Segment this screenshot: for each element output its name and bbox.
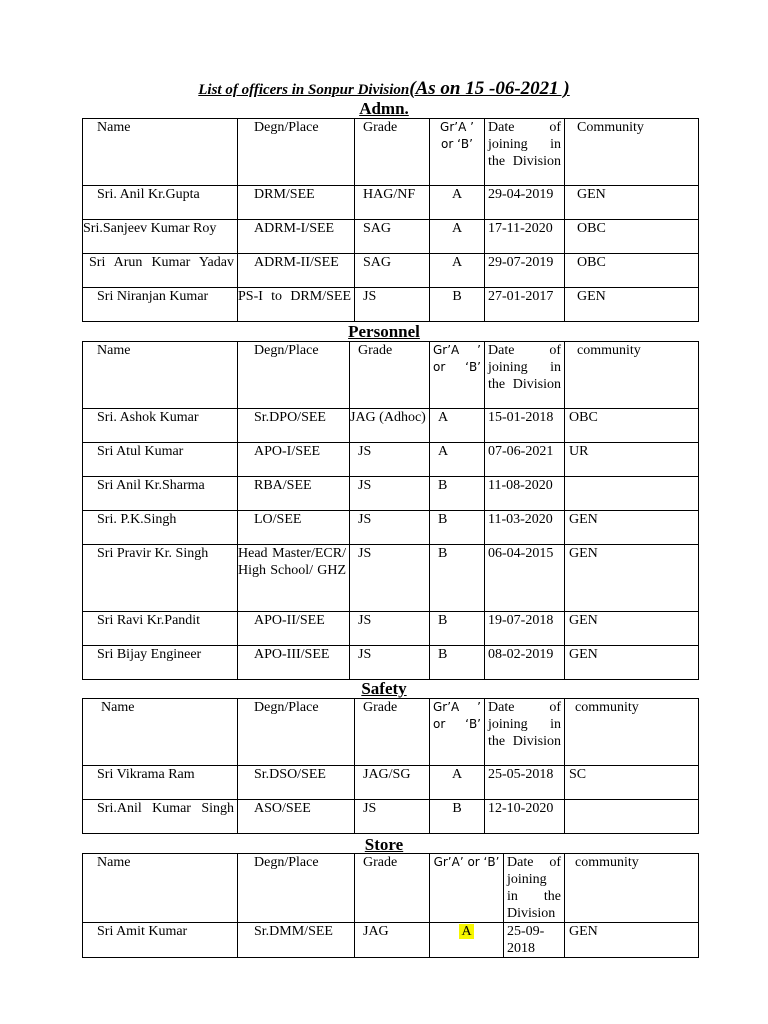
cell-degn: Sr.DPO/SEE	[238, 409, 350, 443]
cell-grade: JS	[350, 646, 430, 680]
cell-name: Sri Niranjan Kumar	[83, 288, 238, 322]
cell-community: GEN	[565, 646, 699, 680]
cell-degn: APO-II/SEE	[238, 612, 350, 646]
table-row	[83, 511, 699, 545]
col-header-community: community	[565, 342, 699, 409]
cell-doj: 29-04-2019	[485, 186, 565, 220]
table-header-row	[83, 119, 699, 186]
cell-doj: 11-03-2020	[485, 511, 565, 545]
cell-name: Sri Ravi Kr.Pandit	[83, 612, 238, 646]
col-header-group: Gr’A ’ or ‘B’	[430, 119, 485, 186]
col-header-community: Community	[565, 119, 699, 186]
cell-degn: ASO/SEE	[238, 800, 355, 834]
cell-community: UR	[565, 443, 699, 477]
title-date: (As on 15 -06-2021 )	[409, 78, 570, 99]
col-header-grade: Grade	[350, 342, 430, 409]
table-row	[83, 254, 699, 288]
cell-doj: 27-01-2017	[485, 288, 565, 322]
col-header-degn: Degn/Place	[238, 119, 355, 186]
cell-group: A	[430, 766, 485, 800]
cell-degn: DRM/SEE	[238, 186, 355, 220]
cell-doj: 25-05-2018	[485, 766, 565, 800]
cell-name: Sri Vikrama Ram	[83, 766, 238, 800]
col-header-name: Name	[83, 342, 238, 409]
col-header-community: community	[565, 854, 699, 923]
cell-name: Sri.Anil Kumar Singh	[83, 800, 238, 834]
cell-name: Sri Anil Kr.Sharma	[83, 477, 238, 511]
section-heading-safety: Safety	[361, 679, 407, 698]
table-row	[83, 766, 699, 800]
cell-community: OBC	[565, 220, 699, 254]
cell-group: A	[430, 254, 485, 288]
cell-degn: ADRM-I/SEE	[238, 220, 355, 254]
table-header-row	[83, 342, 699, 409]
table-row	[83, 409, 699, 443]
col-header-degn: Degn/Place	[238, 699, 355, 766]
table-header-row	[83, 699, 699, 766]
col-header-community: community	[565, 699, 699, 766]
cell-grade: JS	[350, 545, 430, 612]
table-row	[83, 443, 699, 477]
highlighted-grade-a: A	[461, 924, 472, 939]
cell-community: GEN	[565, 511, 699, 545]
col-header-doj: Date of joining in the Division	[504, 854, 565, 923]
section-heading-personnel: Personnel	[348, 322, 420, 341]
cell-name: Sri Amit Kumar	[83, 923, 238, 958]
cell-grade: JAG (Adhoc)	[350, 409, 430, 443]
section-heading-admn: Admn.	[359, 99, 409, 118]
cell-name: Sri. Ashok Kumar	[83, 409, 238, 443]
col-header-grade: Grade	[355, 699, 430, 766]
cell-name: Sri Atul Kumar	[83, 443, 238, 477]
cell-community: GEN	[565, 288, 699, 322]
cell-doj: 06-04-2015	[485, 545, 565, 612]
cell-degn: Sr.DSO/SEE	[238, 766, 355, 800]
cell-group: A	[430, 186, 485, 220]
cell-name: Sri Pravir Kr. Singh	[83, 545, 238, 612]
table-row	[83, 186, 699, 220]
cell-name: Sri. P.K.Singh	[83, 511, 238, 545]
cell-group: B	[430, 288, 485, 322]
col-header-group: Gr’A ’ or ‘B’	[430, 699, 485, 766]
cell-doj: 25-09-2018	[504, 923, 565, 958]
cell-grade: JAG	[355, 923, 430, 958]
col-header-doj: Date of joining in the Division	[485, 342, 565, 409]
cell-degn: RBA/SEE	[238, 477, 350, 511]
col-header-doj: Date of joining in the Division	[485, 119, 565, 186]
col-header-degn: Degn/Place	[238, 342, 350, 409]
col-header-group: Gr’A’ or ‘B’	[430, 854, 504, 923]
cell-degn: APO-I/SEE	[238, 443, 350, 477]
cell-community: OBC	[565, 409, 699, 443]
table-row	[83, 646, 699, 680]
cell-community: GEN	[565, 923, 699, 958]
cell-community: GEN	[565, 612, 699, 646]
cell-degn: ADRM-II/SEE	[238, 254, 355, 288]
cell-doj: 07-06-2021	[485, 443, 565, 477]
cell-group: B	[430, 511, 485, 545]
cell-group: A	[430, 409, 485, 443]
section-heading-store: Store	[364, 835, 404, 854]
col-header-doj: Date of joining in the Division	[485, 699, 565, 766]
cell-degn: LO/SEE	[238, 511, 350, 545]
cell-degn: Head Master/ECR/ High School/ GHZ	[238, 545, 350, 612]
cell-community	[565, 477, 699, 511]
cell-name: Sri Arun Kumar Yadav	[83, 254, 238, 288]
cell-grade: JS	[350, 477, 430, 511]
cell-community: GEN	[565, 545, 699, 612]
cell-group: B	[430, 646, 485, 680]
cell-group: B	[430, 477, 485, 511]
cell-community: GEN	[565, 186, 699, 220]
cell-doj: 08-02-2019	[485, 646, 565, 680]
cell-grade: JS	[350, 511, 430, 545]
cell-grade: JS	[350, 443, 430, 477]
cell-group-highlighted	[430, 923, 504, 958]
cell-name: Sri. Anil Kr.Gupta	[83, 186, 238, 220]
cell-group: B	[430, 800, 485, 834]
cell-degn: APO-III/SEE	[238, 646, 350, 680]
table-row	[83, 800, 699, 834]
admn-table	[82, 118, 699, 322]
store-table	[82, 853, 699, 958]
table-row	[83, 477, 699, 511]
cell-community: SC	[565, 766, 699, 800]
cell-grade: HAG/NF	[355, 186, 430, 220]
cell-grade: SAG	[355, 220, 430, 254]
cell-grade: JS	[355, 800, 430, 834]
col-header-degn: Degn/Place	[238, 854, 355, 923]
cell-group: A	[430, 220, 485, 254]
table-row	[83, 923, 699, 958]
col-header-grade: Grade	[355, 119, 430, 186]
cell-grade: JAG/SG	[355, 766, 430, 800]
personnel-table	[82, 341, 699, 680]
col-header-group: Gr’A ’ or ‘B’	[430, 342, 485, 409]
table-row	[83, 288, 699, 322]
table-row	[83, 545, 699, 612]
cell-grade: JS	[350, 612, 430, 646]
cell-doj: 12-10-2020	[485, 800, 565, 834]
table-header-row	[83, 854, 699, 923]
safety-table	[82, 698, 699, 834]
col-header-name: Name	[83, 854, 238, 923]
document-title	[0, 78, 768, 100]
title-main: List of officers in Sonpur Division	[198, 82, 410, 98]
cell-group: A	[430, 443, 485, 477]
cell-doj: 19-07-2018	[485, 612, 565, 646]
cell-grade: JS	[355, 288, 430, 322]
cell-doj: 17-11-2020	[485, 220, 565, 254]
col-header-grade: Grade	[355, 854, 430, 923]
cell-grade: SAG	[355, 254, 430, 288]
cell-degn: PS-I to DRM/SEE	[238, 288, 355, 322]
table-row	[83, 220, 699, 254]
cell-group: B	[430, 545, 485, 612]
cell-doj: 15-01-2018	[485, 409, 565, 443]
cell-doj: 29-07-2019	[485, 254, 565, 288]
cell-group: B	[430, 612, 485, 646]
cell-community: OBC	[565, 254, 699, 288]
col-header-name: Name	[83, 119, 238, 186]
cell-degn: Sr.DMM/SEE	[238, 923, 355, 958]
cell-community	[565, 800, 699, 834]
table-row	[83, 612, 699, 646]
cell-name: Sri.Sanjeev Kumar Roy	[83, 220, 238, 254]
col-header-name: Name	[83, 699, 238, 766]
cell-doj: 11-08-2020	[485, 477, 565, 511]
cell-name: Sri Bijay Engineer	[83, 646, 238, 680]
